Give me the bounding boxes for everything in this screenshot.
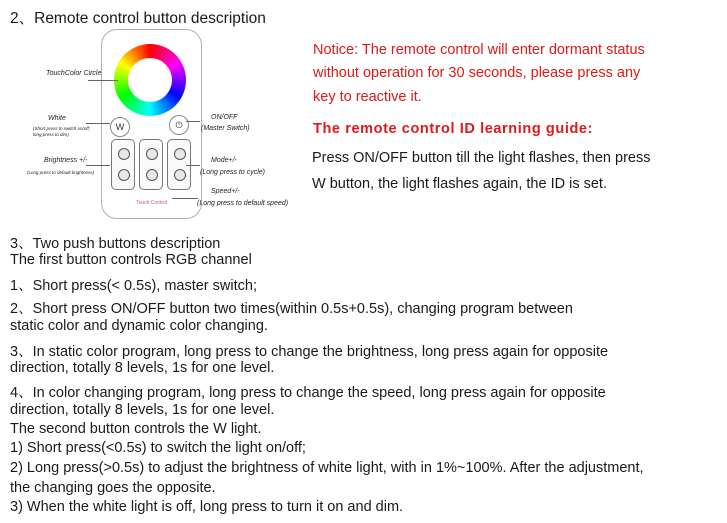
section-3-line-3: 2、Short press ON/OFF button two times(within 0.5s+0.5s), changing program between: [10, 301, 573, 317]
label-brightness: Brightness +/-: [44, 157, 88, 164]
label-mode: Mode+/-: [211, 157, 237, 164]
guide-line-2: W button, the light flashes again, the ID is set.: [312, 176, 607, 192]
section-3-line-6: direction, totally 8 levels, 1s for one level.: [10, 360, 275, 376]
remote-body: [101, 29, 202, 219]
section-3-line-2: 1、Short press(< 0.5s), master switch;: [10, 278, 257, 294]
notice-line-1: Notice: The remote control will enter dormant status: [313, 42, 645, 58]
section-3-line-7: 4、In color changing program, long press to change the speed, long press again for opposite: [10, 385, 606, 401]
section-3-line-9: The second button controls the W light.: [10, 421, 262, 437]
remote-brand: Touch Control: [136, 200, 167, 206]
section-3-line-1: The first button controls RGB channel: [10, 252, 252, 268]
section-3-title: 3、Two push buttons description: [10, 236, 221, 252]
label-speed: Speed+/-: [211, 188, 240, 195]
section-3-line-5: 3、In static color program, long press to change the brightness, long press again for opposite: [10, 344, 609, 360]
label-white: White: [48, 115, 66, 122]
label-white-note-2: long press to dim): [33, 132, 69, 137]
label-mode-note: (Long press to cycle): [200, 169, 265, 176]
label-onoff: ON/OFF: [211, 114, 238, 121]
section-2-title: 2、Remote control button description: [10, 10, 266, 27]
label-white-note-1: (Short press to switch on/off;: [33, 126, 91, 131]
w-button: W: [110, 117, 130, 137]
touch-color-wheel: [114, 44, 186, 116]
guide-title: The remote control ID learning guide:: [313, 121, 593, 137]
label-speed-note: (Long press to default speed): [197, 200, 289, 207]
section-3-line-13: 3) When the white light is off, long press to turn it on and dim.: [10, 499, 404, 515]
guide-line-1: Press ON/OFF button till the light flashes, then press: [312, 150, 651, 166]
section-3-line-11: 2) Long press(>0.5s) to adjust the brightness of white light, with in 1%~100%. After the adjustment,: [10, 460, 644, 476]
section-3-line-12: the changing goes the opposite.: [10, 480, 216, 496]
notice-line-3: key to reactive it.: [313, 89, 422, 105]
speed-key: [139, 139, 163, 190]
brightness-key: [111, 139, 135, 190]
section-3-line-8: direction, totally 8 levels, 1s for one level.: [10, 402, 275, 418]
power-icon: ⏻: [169, 115, 189, 135]
label-touch-color-circle: TouchColor Circle: [46, 70, 102, 77]
section-3-line-4: static color and dynamic color changing.: [10, 318, 268, 334]
section-3-line-10: 1) Short press(<0.5s) to switch the light on/off;: [10, 440, 306, 456]
label-brightness-note: (Long press to default brightness): [27, 170, 95, 175]
label-onoff-note: (Master Switch): [201, 125, 250, 132]
notice-line-2: without operation for 30 seconds, please press any: [313, 65, 641, 81]
